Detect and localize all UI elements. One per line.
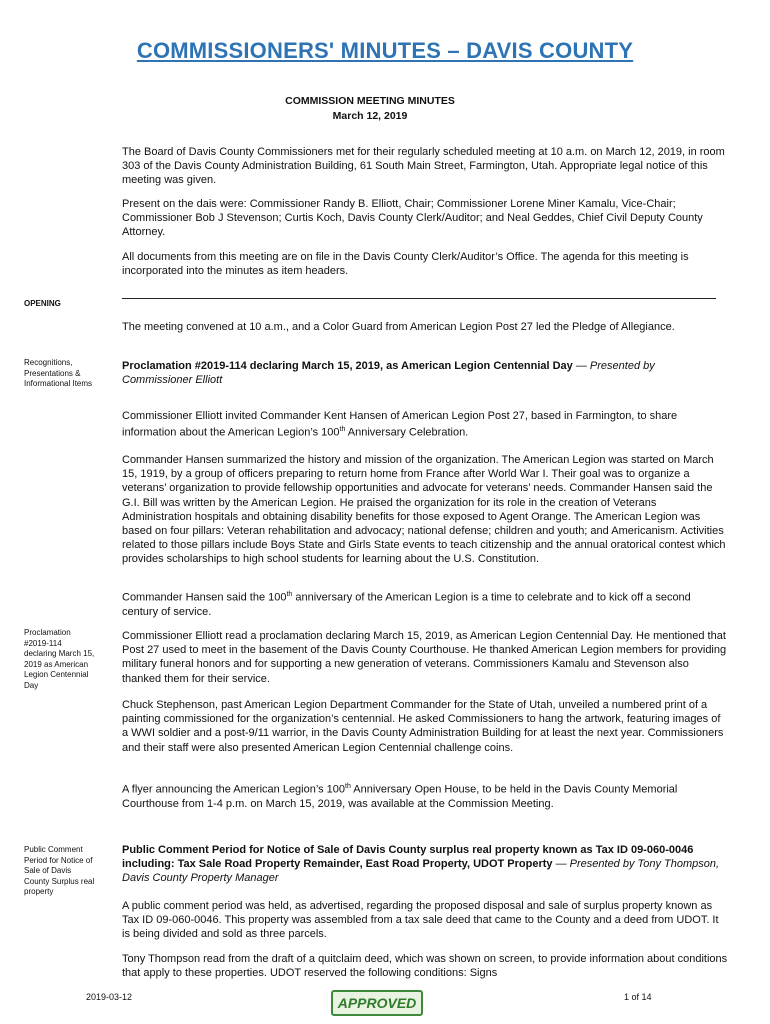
minutes-subtitle: COMMISSION MEETING MINUTES <box>285 95 455 107</box>
sidebar-proclamation: Proclamation #2019-114 declaring March 15, 2019 as American Legion Centennial Day <box>24 628 95 690</box>
proclamation-presenter: — Presented by Commissioner Elliott <box>122 360 655 387</box>
century-sup: th <box>286 591 293 598</box>
attendance-paragraph: Present on the dais were: Commissioner Randy B. Elliott, Chair; Commissioner Lorene Miner Kamalu, Vice-Chair; Commissioner Bob J Stevenson; Curtis Koch, Davis County Clerk/Auditor; and Neal Geddes, Chief Civil Deputy County Attorney. <box>122 198 703 239</box>
stephenson-paragraph: Chuck Stephenson, past American Legion Department Commander for the State of Utah, unveiled a numbered print of a painting commissioned for the organization’s centennial. He asked Commissioners to hang the artwork, featuring images of a WWI soldier and a post-9/11 warrior, in the Davis County Administration Building for at least the next year. Commissioners and their staff were also presented American Legion Centennial challenge coins. <box>122 699 724 754</box>
proclamation-title: Proclamation #2019-114 declaring March 15, 2019, as American Legion Centennial Day <box>122 360 573 372</box>
century-text-a: Commander Hansen said the 100 <box>122 591 287 604</box>
century-paragraph <box>122 588 728 619</box>
flyer-text-a: A flyer announcing the American Legion’s 100 <box>122 783 346 796</box>
public-comment-dash: — <box>552 858 570 871</box>
thompson-paragraph: Tony Thompson read from the draft of a quitclaim deed, which was shown on screen, to provide information about conditions that apply to these properties. UDOT reserved the following conditions: Signs <box>122 953 728 980</box>
page-title: COMMISSIONERS' MINUTES – DAVIS COUNTY <box>136 38 634 63</box>
proclamation-heading <box>122 359 728 387</box>
public-comment-paragraph: A public comment period was held, as advertised, regarding the proposed disposal and sale of surplus property known as Tax ID 09-060-0046. This property was assembled from a tax sale deed that came to the County and a deed from UDOT. It is being divided and sold as three parcels. <box>122 900 719 941</box>
section-divider <box>122 298 716 299</box>
public-comment-heading <box>122 843 728 886</box>
public-comment-title: Public Comment Period for Notice of Sale of Davis County surplus real property known as Tax ID 09-060-0046 including: Tax Sale Road Property Remainder, East Road Property, UDOT Property <box>122 844 694 871</box>
flyer-sup: th <box>345 783 351 790</box>
flyer-text-b: Anniversary Open House, to be held in the Davis County Memorial Courthouse from 1-4 p.m. on March 15, 2019, was available at the Commission Meeting. <box>122 783 678 810</box>
opening-paragraph: The meeting convened at 10 a.m., and a Color Guard from American Legion Post 27 led the Pledge of Allegiance. <box>122 321 675 333</box>
footer-date: 2019-03-12 <box>86 992 133 1002</box>
sidebar-opening: OPENING <box>24 299 61 308</box>
proclamation-read-paragraph: Commissioner Elliott read a proclamation declaring March 15, 2019, as American Legion Centennial Day. He mentioned that Post 27 used to meet in the basement of the Davis County Courthouse. He thanked American Legion members for providing military funeral honors and for supporting a new generation of veterans. Commissioners Kamalu and Stevenson also thanked them for their service. <box>122 630 727 685</box>
public-comment-presenter: Presented by Tony Thompson, Davis County Property Manager <box>122 858 720 885</box>
invite-text-b: Anniversary Celebration. <box>345 426 469 439</box>
invite-sup: th <box>339 426 346 434</box>
invite-paragraph <box>122 409 728 440</box>
sidebar-recognitions: Recognitions, Presentations & Informational Items <box>24 358 93 389</box>
approved-stamp: APPROVED <box>331 990 423 1016</box>
intro-paragraph: The Board of Davis County Commissioners met for their regularly scheduled meeting at 10 a.m. on March 12, 2019, in room 303 of the Davis County Administration Building, 61 South Main Street, Farmington, Utah. Appropriate legal notice of this meeting was given. <box>122 146 725 187</box>
history-paragraph: Commander Hansen summarized the history and mission of the organization. The American Legion was started on March 15, 1919, by a group of officers preparing to return home from France after World War I. Their goal was to organize a veterans’ organization to provide fellowship opportunities and advocate for veterans’ needs. Commander Hansen said the G.I. Bill was written by the American Legion. He praised the organization for its role in the creation of Veterans Administration hospitals and obtaining disability benefits for those exposed to Agent Orange. The American Legion was based on four pillars: Veteran rehabilitation and advocacy; national defense; children and youth; and Americanism. Activities related to those pillars include Boys State and Girls State events to teach citizenship and the annual oratorical contest which provides scholarships to high school students for learning about the U.S. Constitution. <box>122 454 726 566</box>
documents-paragraph: All documents from this meeting are on file in the Davis County Clerk/Auditor’s Office. The agenda for this meeting is incorporated into the minutes as item headers. <box>122 251 689 278</box>
invite-text-a: Commissioner Elliott invited Commander Kent Hansen of American Legion Post 27, based in Farmington, to share information about the American Legion’s 100 <box>122 410 678 439</box>
flyer-paragraph <box>122 780 728 811</box>
page-number: 1 of 14 <box>624 992 652 1002</box>
meeting-date: March 12, 2019 <box>332 110 408 122</box>
sidebar-public-comment: Public Comment Period for Notice of Sale of Davis County Surplus real property <box>24 845 95 897</box>
century-text-b: anniversary of the American Legion is a time to celebrate and to kick off a second century of service. <box>122 591 691 618</box>
